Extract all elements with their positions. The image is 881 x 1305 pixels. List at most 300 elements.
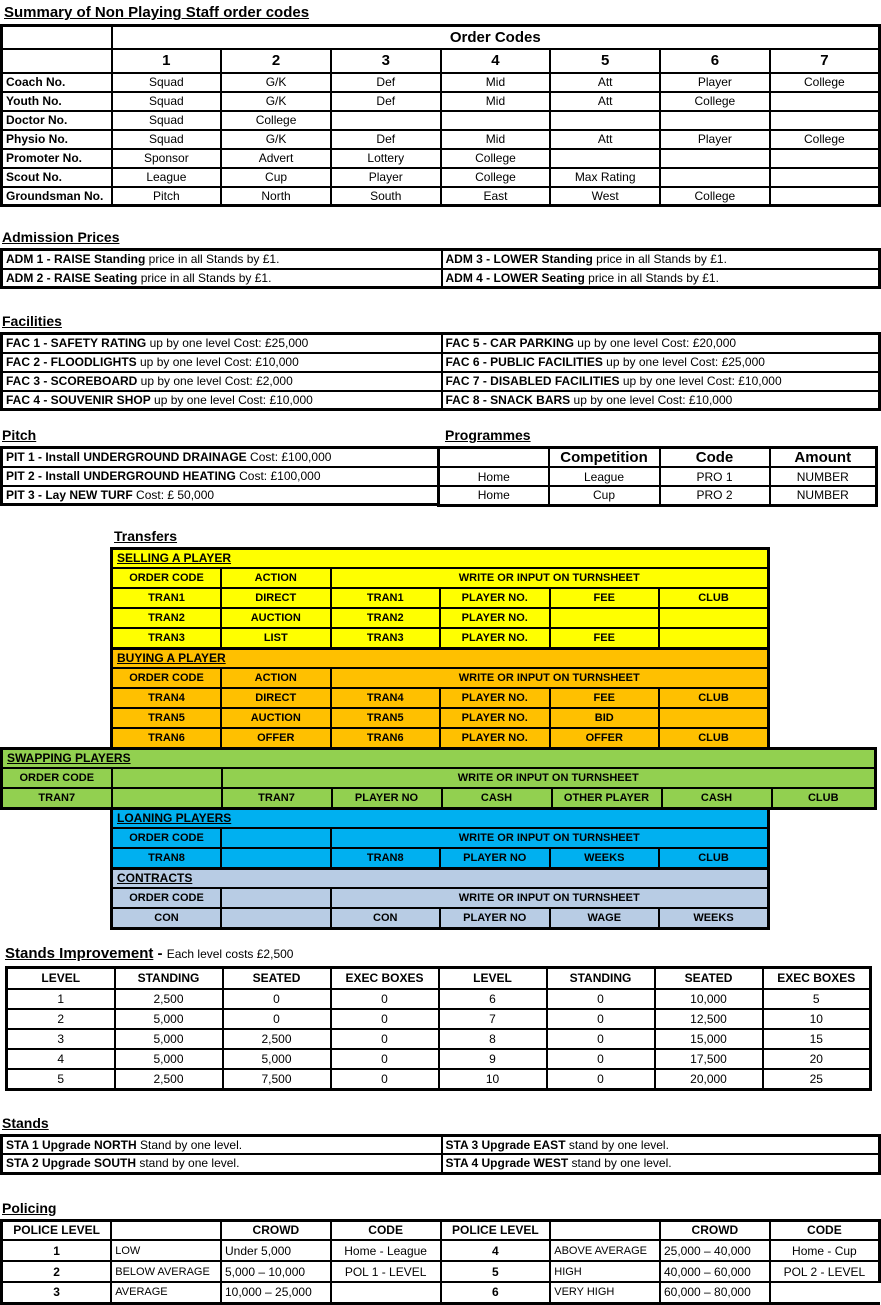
- row-label-cell: Promoter No.: [2, 149, 112, 168]
- table-cell: Def: [331, 73, 441, 92]
- table-cell: Mid: [441, 92, 551, 111]
- code-cell: [331, 1282, 441, 1303]
- table-cell: 0: [547, 1009, 655, 1029]
- table-cell: Sponsor: [112, 149, 222, 168]
- table-row: [2, 168, 880, 187]
- table-cell: 5,000: [115, 1029, 223, 1049]
- table-cell: AUCTION: [221, 608, 331, 628]
- buying-table: [110, 647, 770, 750]
- table-cell: North: [221, 187, 331, 206]
- table-cell: CON: [331, 908, 441, 928]
- table-cell: Player: [331, 168, 441, 187]
- admission-cell-code: ADM 2 - RAISE Seating: [6, 270, 138, 285]
- table-row: [112, 888, 769, 908]
- facility-cell: [442, 353, 880, 372]
- table-cell: College: [660, 187, 770, 206]
- table-cell: Home: [439, 486, 549, 505]
- table-row: [7, 1069, 871, 1089]
- table-cell: 2,500: [115, 989, 223, 1009]
- table-row: [112, 868, 769, 888]
- police-level-cell: 5: [441, 1261, 551, 1282]
- table-cell: [770, 92, 880, 111]
- table-cell: [550, 111, 660, 130]
- transfers-heading: [114, 528, 881, 545]
- facilities-heading: [2, 313, 881, 330]
- table-cell: 9: [439, 1049, 547, 1069]
- turnsheet-header-cell: WRITE OR INPUT ON TURNSHEET: [222, 768, 876, 788]
- col-number-cell: 6: [660, 49, 770, 73]
- facility-cell: [442, 391, 880, 410]
- order-code-header-cell: ORDER CODE: [112, 668, 222, 688]
- section-title-text: CONTRACTS: [117, 871, 193, 886]
- pitch-cell-code: PIT 1 - Install UNDERGROUND DRAINAGE: [6, 450, 247, 465]
- row-label-cell: Physio No.: [2, 130, 112, 149]
- page-title: [4, 0, 881, 22]
- stands-improvement-note: Each level costs £2,500: [166, 946, 294, 961]
- table-row: [2, 1282, 880, 1303]
- police-level-cell: 3: [2, 1282, 112, 1303]
- table-cell: Home: [439, 467, 549, 486]
- table-cell: 0: [223, 989, 331, 1009]
- facility-cell: [2, 334, 442, 353]
- stands-cell-code: STA 1 Upgrade NORTH: [6, 1137, 137, 1152]
- table-cell: 12,500: [655, 1009, 763, 1029]
- table-cell: Cup: [549, 486, 660, 505]
- crowd-desc-cell: ABOVE AVERAGE: [550, 1240, 660, 1261]
- order-code-header-cell: ORDER CODE: [112, 828, 222, 848]
- table-row: [112, 688, 769, 708]
- column-header-cell: STANDING: [547, 967, 655, 989]
- stands-improvement-heading-text: Stands Improvement: [5, 944, 154, 962]
- facility-cell: [2, 353, 442, 372]
- admission-cell-text: price in all Stands by £1.: [592, 252, 727, 267]
- crowd-range-cell: 10,000 – 25,000: [221, 1282, 331, 1303]
- table-row: [112, 668, 769, 688]
- table-cell: [659, 608, 769, 628]
- table-cell: [331, 111, 441, 130]
- crowd-range-cell: 25,000 – 40,000: [660, 1240, 770, 1261]
- section-title-text: LOANING PLAYERS: [117, 811, 232, 826]
- table-row: [2, 334, 880, 353]
- facility-cell-code: FAC 1 - SAFETY RATING: [6, 336, 147, 351]
- table-cell: TRAN7: [222, 788, 332, 808]
- table-row: [2, 1154, 880, 1173]
- code-header-cell: CODE: [331, 1220, 441, 1240]
- table-cell: [221, 888, 331, 908]
- table-cell: 5: [763, 989, 871, 1009]
- table-cell: College: [660, 92, 770, 111]
- table-cell: Player: [660, 73, 770, 92]
- table-cell: TRAN2: [112, 608, 222, 628]
- table-row: [112, 628, 769, 648]
- table-cell: FEE: [550, 688, 660, 708]
- facility-cell-code: FAC 3 - SCOREBOARD: [6, 374, 138, 388]
- table-cell: PLAYER NO.: [440, 588, 550, 608]
- table-cell: 0: [547, 1069, 655, 1089]
- facility-cell-text: up by one level Cost: £2,000: [137, 374, 293, 388]
- table-row: [2, 269, 880, 288]
- stands-improvement-table: [5, 966, 872, 1091]
- section-title-cell: [112, 808, 769, 828]
- facility-cell-text: up by one level Cost: £10,000: [570, 392, 733, 407]
- stands-cell: [2, 1154, 442, 1173]
- table-cell: CASH: [662, 788, 772, 808]
- facilities-heading-text: Facilities: [2, 313, 62, 329]
- facility-cell-code: FAC 5 - CAR PARKING: [445, 336, 574, 351]
- facility-cell-code: FAC 8 - SNACK BARS: [445, 392, 571, 407]
- police-level-cell: 6: [441, 1282, 551, 1303]
- table-cell: [112, 768, 222, 788]
- table-row: [2, 111, 880, 130]
- table-cell: BID: [550, 708, 660, 728]
- code-cell: POL 1 - LEVEL: [331, 1261, 441, 1282]
- admission-heading: [2, 229, 881, 246]
- table-row: [439, 467, 877, 486]
- corner-cell: [2, 26, 112, 49]
- table-cell: 10: [439, 1069, 547, 1089]
- programmes-header-cell: [439, 448, 549, 468]
- table-row: [112, 708, 769, 728]
- pitch-cell-code: PIT 3 - Lay NEW TURF: [6, 487, 133, 502]
- table-row: [7, 1029, 871, 1049]
- table-cell: Att: [550, 73, 660, 92]
- table-cell: College: [770, 130, 880, 149]
- table-cell: Mid: [441, 130, 551, 149]
- pitch-cell-text: Cost: £100,000: [246, 450, 332, 465]
- table-row: [2, 1261, 880, 1282]
- empty-cell: [770, 1282, 880, 1303]
- table-row: [112, 588, 769, 608]
- admission-cell: [442, 250, 880, 269]
- stands-cell: [2, 1135, 442, 1154]
- crowd-range-cell: 60,000 – 80,000: [660, 1282, 770, 1303]
- pitch-heading-text: Pitch: [2, 427, 37, 443]
- admission-table: [0, 248, 881, 289]
- table-cell: G/K: [221, 92, 331, 111]
- column-header-cell: LEVEL: [439, 967, 547, 989]
- admission-cell: [2, 269, 442, 288]
- crowd-desc-cell: AVERAGE: [111, 1282, 221, 1303]
- table-cell: League: [112, 168, 222, 187]
- order-code-header-cell: ORDER CODE: [112, 888, 222, 908]
- stands-cell-code: STA 3 Upgrade EAST: [445, 1137, 566, 1152]
- table-row: [112, 608, 769, 628]
- table-cell: 0: [547, 1029, 655, 1049]
- admission-cell-text: price in all Stands by £1.: [584, 270, 719, 285]
- pitch-section: [0, 427, 440, 507]
- table-cell: WAGE: [550, 908, 660, 928]
- table-cell: [770, 187, 880, 206]
- table-row: [2, 1240, 880, 1261]
- programmes-section: [440, 427, 881, 507]
- stands-table: [0, 1134, 881, 1175]
- table-row: [2, 49, 880, 73]
- facility-cell: [2, 391, 442, 410]
- table-cell: CASH: [442, 788, 552, 808]
- police-level-cell: 4: [441, 1240, 551, 1261]
- table-row: [7, 1009, 871, 1029]
- section-title-cell: [112, 868, 769, 888]
- table-row: [7, 989, 871, 1009]
- stands-cell-code: STA 4 Upgrade WEST: [445, 1156, 569, 1171]
- row-label-cell: Groundsman No.: [2, 187, 112, 206]
- table-row: [2, 467, 439, 486]
- crowd-header-cell: CROWD: [660, 1220, 770, 1240]
- table-cell: 5,000: [115, 1009, 223, 1029]
- table-cell: Mid: [441, 73, 551, 92]
- table-cell: 0: [547, 1049, 655, 1069]
- table-row: [2, 768, 876, 788]
- admission-cell: [442, 269, 880, 288]
- table-cell: [659, 628, 769, 648]
- table-cell: Advert: [221, 149, 331, 168]
- table-cell: [221, 828, 331, 848]
- row-label-cell: Doctor No.: [2, 111, 112, 130]
- table-cell: 2: [7, 1009, 115, 1029]
- table-cell: 0: [331, 1069, 439, 1089]
- turnsheet-header-cell: WRITE OR INPUT ON TURNSHEET: [331, 888, 769, 908]
- table-row: [112, 568, 769, 588]
- table-cell: College: [770, 73, 880, 92]
- programmes-header-cell: Competition: [549, 448, 660, 468]
- table-cell: LIST: [221, 628, 331, 648]
- col-number-cell: 1: [112, 49, 222, 73]
- table-cell: Att: [550, 92, 660, 111]
- pitch-cell-text: Cost: £ 50,000: [132, 487, 215, 502]
- table-cell: College: [441, 149, 551, 168]
- staff-summary-table: [0, 24, 881, 207]
- table-cell: Squad: [112, 92, 222, 111]
- table-row: [2, 92, 880, 111]
- table-row: [439, 486, 877, 505]
- table-cell: OFFER: [550, 728, 660, 748]
- table-cell: G/K: [221, 73, 331, 92]
- crowd-header-cell: CROWD: [221, 1220, 331, 1240]
- table-cell: 20: [763, 1049, 871, 1069]
- stands-heading-text: Stands: [2, 1114, 49, 1131]
- table-cell: 10,000: [655, 989, 763, 1009]
- crowd-range-cell: Under 5,000: [221, 1240, 331, 1261]
- police-level-header-cell: POLICE LEVEL: [2, 1220, 112, 1240]
- table-cell: [660, 111, 770, 130]
- table-cell: Def: [331, 92, 441, 111]
- table-row: [2, 353, 880, 372]
- column-header-cell: SEATED: [223, 967, 331, 989]
- section-title-text: SELLING A PLAYER: [117, 551, 232, 566]
- stands-cell: [442, 1135, 880, 1154]
- table-cell: 5: [7, 1069, 115, 1089]
- section-title-cell: [2, 748, 876, 768]
- table-cell: [660, 149, 770, 168]
- column-header-cell: EXEC BOXES: [763, 967, 871, 989]
- table-cell: FEE: [550, 628, 660, 648]
- code-cell: Home - League: [331, 1240, 441, 1261]
- table-cell: DIRECT: [221, 588, 331, 608]
- stands-cell: [442, 1154, 880, 1173]
- column-header-cell: STANDING: [115, 967, 223, 989]
- table-cell: TRAN2: [331, 608, 441, 628]
- table-cell: [112, 788, 222, 808]
- table-cell: Squad: [112, 73, 222, 92]
- stands-heading: [2, 1115, 881, 1132]
- facility-cell-code: FAC 2 - FLOODLIGHTS: [6, 355, 137, 369]
- swapping-table: [0, 747, 877, 810]
- table-cell: 8: [439, 1029, 547, 1049]
- page-title-text: Summary of Non Playing Staff order codes: [4, 4, 310, 21]
- table-cell: West: [550, 187, 660, 206]
- stands-cell-text: stand by one level.: [565, 1137, 669, 1152]
- facility-cell-text: up by one level Cost: £25,000: [602, 355, 765, 369]
- table-cell: 4: [7, 1049, 115, 1069]
- table-cell: 10: [763, 1009, 871, 1029]
- pitch-programmes-section: [0, 427, 881, 507]
- police-level-header-cell: POLICE LEVEL: [441, 1220, 551, 1240]
- table-row: [2, 149, 880, 168]
- facility-cell: [2, 372, 442, 391]
- table-cell: PRO 2: [660, 486, 770, 505]
- table-cell: Cup: [221, 168, 331, 187]
- table-cell: CLUB: [659, 848, 769, 868]
- code-header-cell: CODE: [770, 1220, 880, 1240]
- table-cell: [659, 708, 769, 728]
- table-row: [2, 130, 880, 149]
- crowd-desc-cell: LOW: [111, 1240, 221, 1261]
- table-cell: PLAYER NO.: [440, 708, 550, 728]
- table-row: [2, 486, 439, 505]
- table-cell: TRAN5: [112, 708, 222, 728]
- stands-cell-text: Stand by one level.: [136, 1137, 243, 1152]
- table-cell: 6: [439, 989, 547, 1009]
- contracts-table: [110, 867, 770, 930]
- table-cell: League: [549, 467, 660, 486]
- table-cell: 0: [331, 1029, 439, 1049]
- table-cell: 0: [331, 1049, 439, 1069]
- table-row: [2, 26, 880, 49]
- admission-heading-text: Admission Prices: [2, 229, 120, 245]
- table-cell: TRAN4: [112, 688, 222, 708]
- table-cell: TRAN8: [331, 848, 441, 868]
- facility-cell: [442, 372, 880, 391]
- table-cell: [441, 111, 551, 130]
- facility-cell-code: FAC 6 - PUBLIC FACILITIES: [445, 355, 603, 369]
- table-cell: TRAN3: [112, 628, 222, 648]
- column-header-cell: EXEC BOXES: [331, 967, 439, 989]
- admission-cell: [2, 250, 442, 269]
- table-cell: PLAYER NO: [440, 908, 550, 928]
- facility-cell-text: up by one level Cost: £10,000: [619, 374, 782, 388]
- crowd-desc-cell: HIGH: [550, 1261, 660, 1282]
- table-cell: TRAN1: [112, 588, 222, 608]
- column-header-cell: LEVEL: [7, 967, 115, 989]
- table-cell: OFFER: [221, 728, 331, 748]
- pitch-cell-code: PIT 2 - Install UNDERGROUND HEATING: [6, 469, 236, 483]
- col-number-cell: 5: [550, 49, 660, 73]
- table-row: [2, 391, 880, 410]
- table-row: [2, 1220, 880, 1240]
- table-cell: East: [441, 187, 551, 206]
- table-row: [2, 788, 876, 808]
- col-number-cell: 2: [221, 49, 331, 73]
- pitch-cell: [2, 448, 439, 467]
- table-cell: 1: [7, 989, 115, 1009]
- police-level-cell: 2: [2, 1261, 112, 1282]
- pitch-table: [0, 446, 440, 506]
- table-cell: Squad: [112, 111, 222, 130]
- table-cell: TRAN5: [331, 708, 441, 728]
- table-row: [2, 448, 439, 467]
- policing-table: [0, 1219, 881, 1305]
- facility-cell-text: up by one level Cost: £25,000: [146, 336, 309, 351]
- police-level-cell: 1: [2, 1240, 112, 1261]
- stands-cell-text: stand by one level.: [568, 1156, 672, 1171]
- table-cell: CLUB: [772, 788, 876, 808]
- table-row: [2, 187, 880, 206]
- table-cell: CLUB: [659, 588, 769, 608]
- table-cell: TRAN4: [331, 688, 441, 708]
- table-row: [7, 1049, 871, 1069]
- column-header-cell: [550, 1220, 660, 1240]
- pitch-cell: [2, 467, 439, 486]
- admission-cell-text: price in all Stands by £1.: [145, 252, 280, 267]
- table-cell: 0: [331, 989, 439, 1009]
- section-title-cell: [112, 648, 769, 668]
- stands-cell-text: stand by one level.: [136, 1156, 240, 1171]
- table-cell: TRAN3: [331, 628, 441, 648]
- table-cell: PLAYER NO.: [440, 688, 550, 708]
- table-cell: TRAN7: [2, 788, 112, 808]
- table-cell: 7,500: [223, 1069, 331, 1089]
- table-row: [112, 648, 769, 668]
- table-cell: AUCTION: [221, 708, 331, 728]
- loaning-table: [110, 807, 770, 870]
- table-cell: 15: [763, 1029, 871, 1049]
- table-cell: [550, 149, 660, 168]
- table-cell: 3: [7, 1029, 115, 1049]
- table-cell: 0: [331, 1009, 439, 1029]
- table-cell: PLAYER NO: [332, 788, 442, 808]
- table-row: [7, 967, 871, 989]
- pitch-cell: [2, 486, 439, 505]
- row-label-cell: Scout No.: [2, 168, 112, 187]
- turnsheet-header-cell: WRITE OR INPUT ON TURNSHEET: [331, 668, 769, 688]
- table-cell: CLUB: [659, 728, 769, 748]
- order-code-header-cell: ORDER CODE: [2, 768, 112, 788]
- facility-cell-text: up by one level Cost: £10,000: [150, 392, 313, 407]
- table-cell: NUMBER: [770, 467, 877, 486]
- facility-cell: [442, 334, 880, 353]
- column-header-cell: SEATED: [655, 967, 763, 989]
- table-cell: 20,000: [655, 1069, 763, 1089]
- turnsheet-header-cell: WRITE OR INPUT ON TURNSHEET: [331, 568, 769, 588]
- policing-heading: [2, 1200, 881, 1217]
- table-cell: [770, 149, 880, 168]
- crowd-range-cell: 5,000 – 10,000: [221, 1261, 331, 1282]
- table-cell: Att: [550, 130, 660, 149]
- table-row: [439, 448, 877, 468]
- table-cell: TRAN8: [112, 848, 222, 868]
- table-row: [112, 908, 769, 928]
- table-row: [112, 728, 769, 748]
- table-cell: Pitch: [112, 187, 222, 206]
- table-cell: FEE: [550, 588, 660, 608]
- table-cell: PLAYER NO.: [440, 608, 550, 628]
- table-cell: Lottery: [331, 149, 441, 168]
- row-label-cell: Youth No.: [2, 92, 112, 111]
- table-cell: [221, 848, 331, 868]
- facility-cell-code: FAC 7 - DISABLED FACILITIES: [445, 374, 620, 388]
- table-cell: OTHER PLAYER: [552, 788, 662, 808]
- section-title-text: SWAPPING PLAYERS: [7, 751, 131, 766]
